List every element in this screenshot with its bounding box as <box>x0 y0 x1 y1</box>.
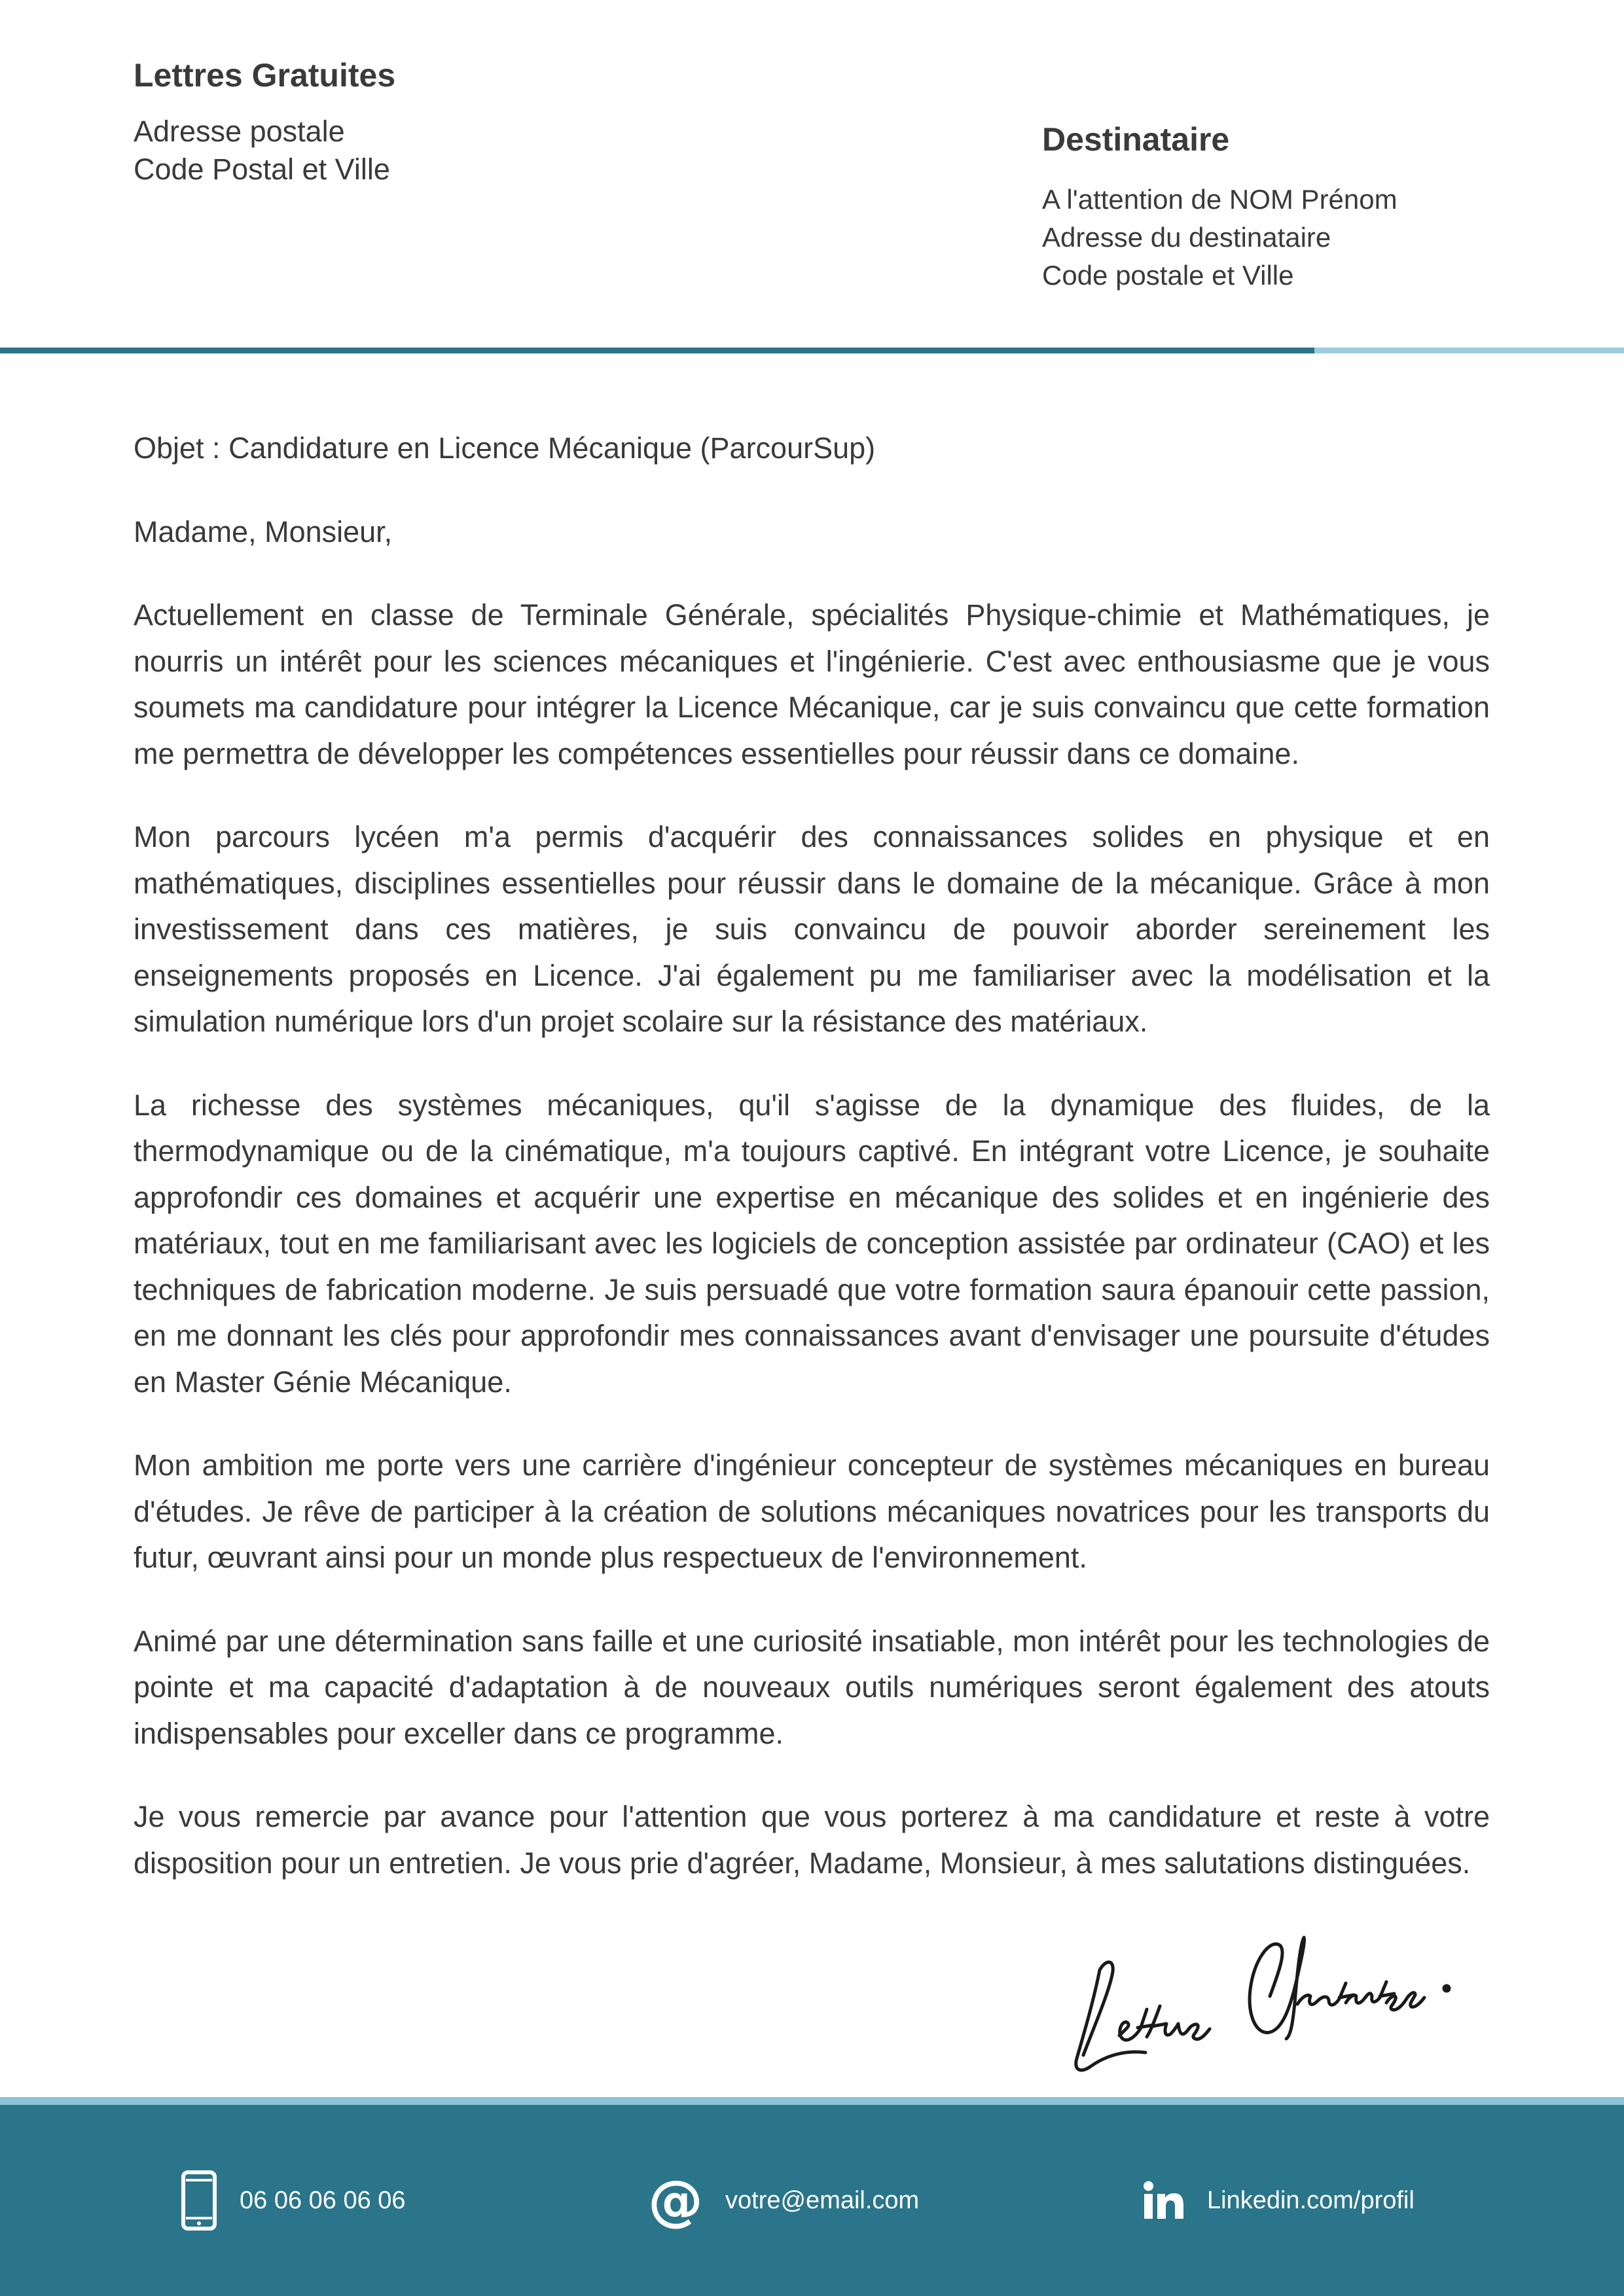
recipient-city: Code postale et Ville <box>1042 260 1294 291</box>
letter-body <box>134 425 1490 1924</box>
sender-name: Lettres Gratuites <box>134 57 396 94</box>
footer <box>0 2105 1624 2296</box>
footer-divider <box>0 2097 1624 2105</box>
letter-greeting: Madame, Monsieur, <box>134 514 393 548</box>
recipient-block <box>1042 118 1579 295</box>
letter-paragraph: Mon parcours lycéen m'a permis d'acquérir des connaissances solides en physique et en mathématiques, disciplines essentielles pour réussir dans le domaine de la mécanique. Grâce à mon investissement dans ces matières, je suis convaincu de pouvoir aborder sereinement les enseignements proposés en Licence. J'ai également pu me familiariser avec la modélisation et la simulation numérique lors d'un projet scolaire sur la résistance des matériaux. <box>134 820 1490 1038</box>
letter-paragraph: Actuellement en classe de Terminale Générale, spécialités Physique-chimie et Mathématiques, je nourris un intérêt pour les sciences mécaniques et l'ingénierie. C'est avec enthousiasme que je vous soumets ma candidature pour intégrer la Licence Mécanique, car je suis convaincu que cette formation me permettra de développer les compétences essentielles pour réussir dans ce domaine. <box>134 598 1490 770</box>
letter-paragraph: Je vous remercie par avance pour l'attention que vous porterez à ma candidature et reste à votre disposition pour un entretien. Je vous prie d'agréer, Madame, Monsieur, à mes salutations distinguées. <box>134 1800 1490 1880</box>
letter-paragraph: La richesse des systèmes mécaniques, qu'il s'agisse de la dynamique des fluides, de la thermodynamique ou de la cinématique, m'a toujours captivé. En intégrant votre Licence, je souhaite approfondir ces domaines et acquérir une expertise en mécanique des solides et en ingénierie des matériaux, tout en me familiarisant avec les logiciels de conception assistée par ordinateur (CAO) et les techniques de fabrication moderne. Je suis persuadé que votre formation saura épanouir cette passion, en me donnant les clés pour approfondir mes connaissances avant d'envisager une poursuite d'études en Master Génie Mécanique. <box>134 1088 1490 1399</box>
sender-block <box>134 54 723 188</box>
contact-phone[interactable] <box>181 2105 406 2296</box>
contact-linkedin-text: Linkedin.com/profil <box>1207 2186 1415 2214</box>
header-divider-light <box>1314 348 1624 353</box>
contact-linkedin[interactable] <box>1143 2105 1415 2296</box>
contact-email-text: votre@email.com <box>725 2186 920 2214</box>
letter-paragraph: Mon ambition me porte vers une carrière d'ingénieur concepteur de systèmes mécaniques en bureau d'études. Je rêve de participer à la création de solutions mécaniques novatrices pour les transports du futur, œuvrant ainsi pour un monde plus respectueux de l'environnement. <box>134 1448 1490 1574</box>
mobile-phone-icon <box>181 2170 217 2231</box>
contact-phone-text: 06 06 06 06 06 <box>240 2186 406 2214</box>
handwritten-signature <box>1054 1898 1460 2081</box>
letter-subject: Objet : Candidature en Licence Mécanique (ParcourSup) <box>134 431 876 465</box>
letter-paragraph: Animé par une détermination sans faille et une curiosité insatiable, mon intérêt pour les technologies de pointe et ma capacité d'adaptation à de nouveaux outils numériques seront également des atouts indispensables pour exceller dans ce programme. <box>134 1624 1490 1750</box>
sender-address-line2: Code Postal et Ville <box>134 152 390 186</box>
recipient-title: Destinataire <box>1042 121 1230 158</box>
at-sign-icon: @ <box>648 2168 703 2233</box>
sender-address-line1: Adresse postale <box>134 115 345 148</box>
recipient-address: Adresse du destinataire <box>1042 222 1331 253</box>
recipient-attention: A l'attention de NOM Prénom <box>1042 184 1398 215</box>
linkedin-icon <box>1143 2181 1185 2220</box>
header-divider-dark <box>0 348 1314 353</box>
contact-email[interactable] <box>648 2105 919 2296</box>
